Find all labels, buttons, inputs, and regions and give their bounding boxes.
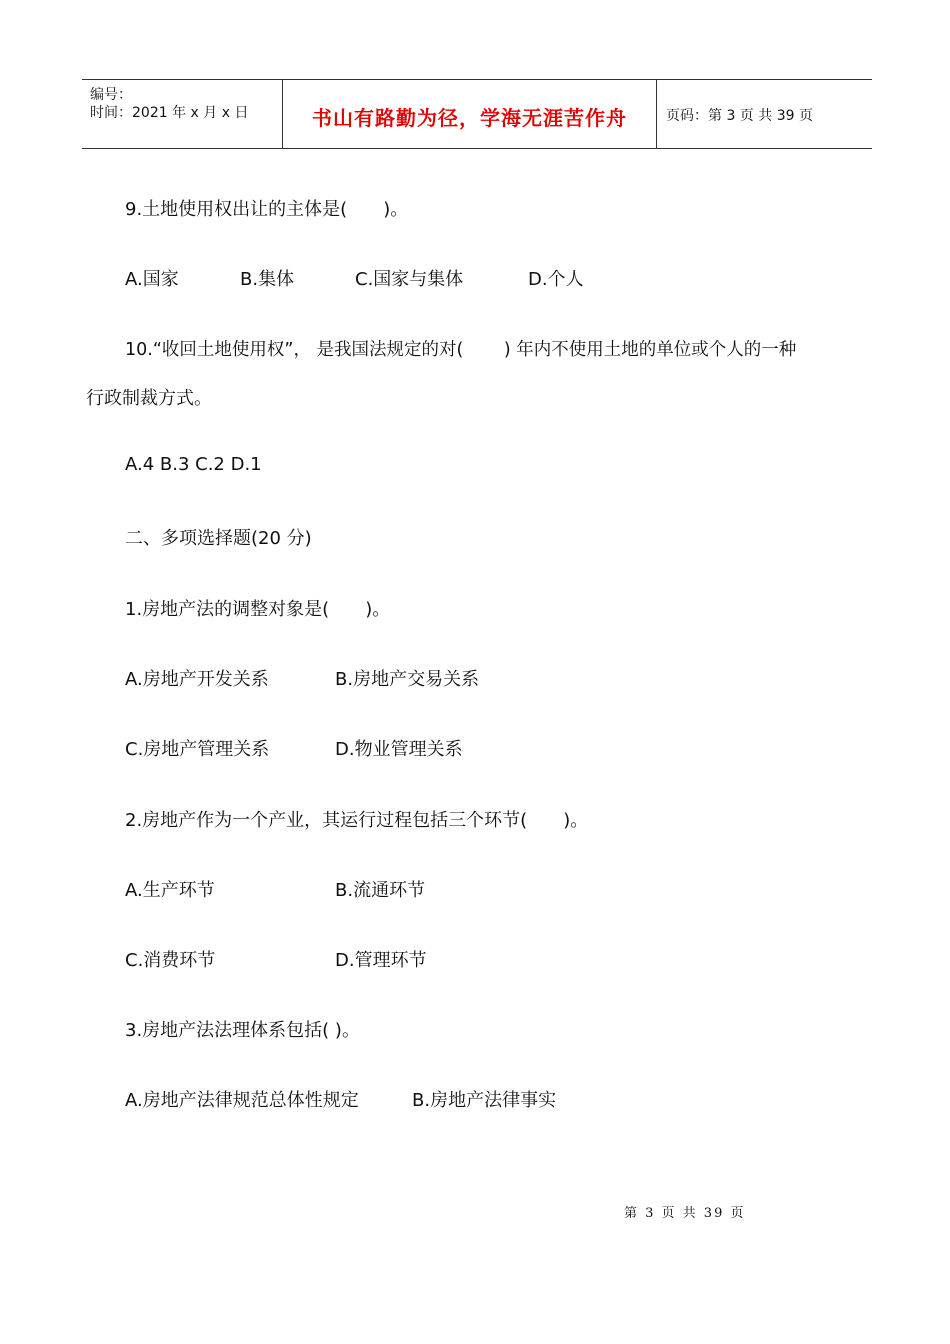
multi-question-1-option-d: D.物业管理关系: [335, 739, 463, 760]
multi-question-1-option-c: C.房地产管理关系: [125, 739, 270, 760]
section-2-heading: 二、多项选择题(20 分): [125, 528, 312, 549]
question-9-option-b: B.集体: [240, 269, 295, 290]
multi-question-3-option-b: B.房地产法律事实: [412, 1090, 557, 1111]
question-9-option-d: D.个人: [528, 269, 584, 290]
document-header: [82, 79, 872, 149]
header-middle-cell: [282, 80, 657, 148]
multi-question-2-option-c: C.消费环节: [125, 950, 216, 971]
question-10-line-1: 10.“收回土地使用权”， 是我国法规定的对( ) 年内不使用土地的单位或个人的一种: [125, 340, 797, 360]
multi-question-1-option-a: A.房地产开发关系: [125, 669, 269, 690]
multi-question-1-option-b: B.房地产交易关系: [335, 669, 480, 690]
question-10-options: A.4 B.3 C.2 D.1: [125, 454, 262, 475]
multi-question-3-option-a: A.房地产法律规范总体性规定: [125, 1090, 359, 1111]
footer-page-number: 第 3 页 共 39 页: [624, 1206, 746, 1221]
multi-question-1: 1.房地产法的调整对象是( )。: [125, 599, 391, 620]
multi-question-2: 2.房地产作为一个产业，其运行过程包括三个环节( )。: [125, 810, 589, 831]
header-motto: 书山有路勤为径，学海无涯苦作舟: [312, 106, 627, 130]
document-number-label: 编号：: [90, 87, 132, 103]
question-9: 9.土地使用权出让的主体是( )。: [125, 199, 409, 220]
header-left-cell: [82, 80, 282, 148]
question-10-line-2: 行政制裁方式。: [86, 388, 212, 409]
header-right-cell: [656, 80, 872, 148]
multi-question-3: 3.房地产法法理体系包括( )。: [125, 1020, 360, 1041]
document-time-label: 时间：2021 年 x 月 x 日: [90, 105, 249, 121]
question-9-option-a: A.国家: [125, 269, 179, 290]
multi-question-2-option-b: B.流通环节: [335, 880, 426, 901]
question-9-option-c: C.国家与集体: [355, 269, 464, 290]
multi-question-2-option-d: D.管理环节: [335, 950, 427, 971]
multi-question-2-option-a: A.生产环节: [125, 880, 215, 901]
header-page-info: 页码：第 3 页 共 39 页: [666, 108, 813, 124]
